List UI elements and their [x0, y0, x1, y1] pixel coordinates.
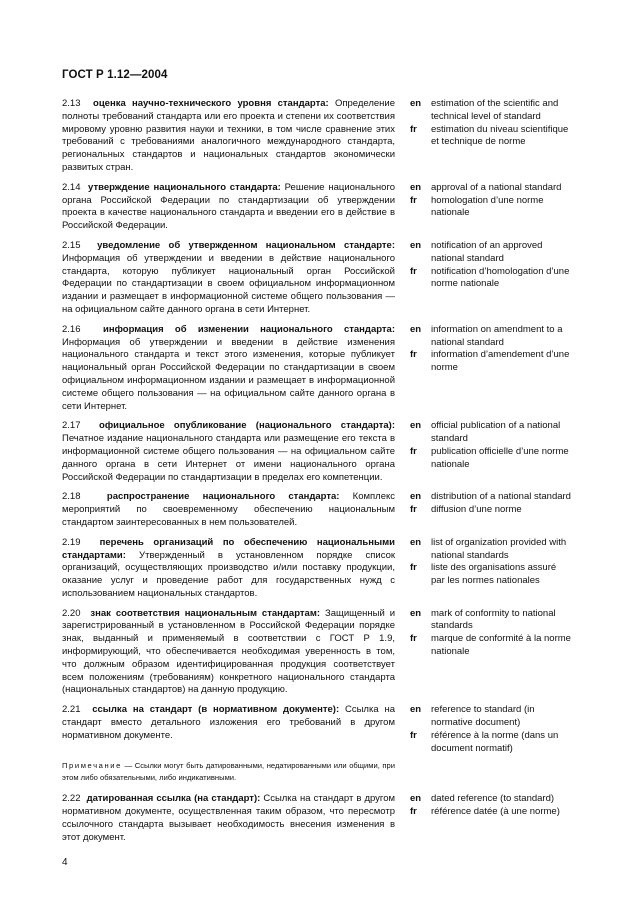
glossary-entry-2-19 — [62, 537, 572, 601]
english-equivalent: information on amendment to a national standard — [431, 323, 563, 348]
french-equivalent: référence à la norme (dans un document normatif) — [431, 729, 559, 754]
english-equivalent: estimation of the scientific and technical level of standard — [431, 98, 559, 122]
term-title: распространение национального стандарта: — [106, 491, 340, 503]
term-number: 2.18 — [62, 491, 81, 503]
english-equivalent: distribution of a national standard — [431, 491, 571, 503]
english-equivalent: reference to standard (in normative document) — [431, 704, 535, 729]
lang-code-en: en — [410, 239, 422, 251]
lang-code-en: en — [410, 536, 422, 548]
glossary-entry-2-21 — [62, 704, 572, 755]
term-definition — [62, 793, 395, 844]
lang-code-fr: fr — [410, 123, 417, 135]
french-equivalent: marque de conformité à la norme nationale — [431, 633, 571, 658]
term-number: 2.20 — [62, 607, 81, 619]
term-number: 2.19 — [62, 536, 81, 548]
french-equivalent: estimation du niveau scientifique et technique de norme — [431, 123, 569, 148]
term-definition — [62, 608, 395, 698]
term-title: датированная ссылка (на стандарт): — [86, 793, 261, 805]
term-equivalents — [410, 182, 572, 220]
lang-code-fr: fr — [410, 562, 417, 574]
french-equivalent: liste des organisations assuré par les normes nationales — [431, 562, 557, 587]
lang-code-en: en — [410, 793, 422, 805]
term-number: 2.17 — [62, 420, 81, 432]
term-title: уведомление об утвержденном национальном стандарте: — [97, 239, 396, 251]
note-text: — Ссылки могут быть датированными, недатированными или общими, при этом либо обязательными, либо индикативными. — [62, 761, 395, 782]
term-number: 2.13 — [62, 98, 81, 109]
lang-code-fr: fr — [410, 349, 417, 361]
term-title: знак соответствия национальным стандартам: — [90, 607, 321, 619]
french-equivalent: notification d’homologation d’une norme nationale — [431, 265, 570, 290]
term-text: Определение полноты требований стандарта или его проекта и степени их соответствия мировому уровню развития науки и техники, в том числе сравнение этих требований с требованиями аналогичного международного стандарта, региональных стандартов и национальных стандартов экономически развитых стран. — [62, 98, 396, 173]
term-definition — [62, 491, 395, 529]
term-definition — [62, 704, 395, 742]
term-equivalents — [410, 324, 572, 375]
term-equivalents — [410, 704, 572, 755]
term-equivalents — [410, 793, 572, 819]
glossary-entry-2-17 — [62, 420, 572, 484]
note-paragraph — [62, 760, 395, 783]
lang-code-fr: fr — [410, 633, 417, 645]
term-title: официальное опубликование (национального стандарта): — [99, 420, 395, 432]
english-equivalent: list of organization provided with national standards — [431, 536, 567, 561]
english-equivalent: notification of an approved national standard — [431, 239, 543, 264]
term-text: Решение национального органа Российской Федерации по стандартизации об утверждении проекта в качестве национального стандарта и введении его в действие в Российской Федерации. — [62, 181, 396, 232]
term-definition — [62, 240, 395, 317]
term-definition — [62, 98, 395, 175]
document-header: ГОСТ Р 1.12—2004 — [62, 69, 168, 81]
french-equivalent: diffusion d’une norme — [431, 504, 522, 516]
term-equivalents — [410, 608, 572, 659]
term-text: Комплекс мероприятий по своевременному обеспечению национальным стандартом заинтересованных в нем пользователей. — [62, 491, 396, 528]
english-equivalent: approval of a national standard — [431, 181, 562, 193]
english-equivalent: dated reference (to standard) — [431, 793, 555, 805]
lang-code-en: en — [410, 607, 422, 619]
french-equivalent: information d’amendement d’une norme — [431, 349, 570, 374]
lang-code-fr: fr — [410, 445, 417, 457]
lang-code-fr: fr — [410, 729, 417, 741]
english-equivalent: mark of conformity to national standards — [431, 607, 556, 632]
term-text: Ссылка на стандарт в другом нормативном документе, осуществленная таким образом, что пересмотр ссылочного стандарта вызывает необходимость внесения изменения в этот документ. — [62, 793, 396, 843]
page-number: 4 — [62, 857, 68, 868]
french-equivalent: référence datée (à une norme) — [431, 806, 560, 818]
french-equivalent: homologation d’une norme nationale — [431, 194, 544, 219]
term-title: утверждение национального стандарта: — [88, 181, 281, 193]
term-number: 2.14 — [62, 181, 81, 193]
term-definition — [62, 420, 395, 484]
lang-code-en: en — [410, 323, 422, 335]
lang-code-en: en — [410, 181, 422, 193]
lang-code-fr: fr — [410, 194, 417, 206]
term-text: Информация об утверждении и введении в действие изменения национального стандарта и текст этого изменения, которые публикует национальный орган Российской Федерации по стандартизации в своем официальном информационном издании и размещает в информационной системе общего пользования — на официальном сайте данного органа в сети Интернет. — [62, 336, 395, 412]
glossary-entry-2-20 — [62, 608, 572, 698]
lang-code-en: en — [410, 420, 422, 432]
term-number: 2.21 — [62, 704, 81, 716]
lang-code-fr: fr — [410, 265, 417, 277]
glossary-entry-2-18 — [62, 491, 572, 529]
term-title: ссылка на стандарт (в нормативном документе): — [92, 704, 340, 716]
term-title: перечень организаций по обеспечению национальными стандартами: — [62, 536, 395, 561]
term-number: 2.15 — [62, 239, 81, 251]
term-title: информация об изменении национального стандарта: — [103, 323, 396, 335]
term-text: Информация об утверждении и введении в действие национального стандарта, которую публикует национальный орган Российской Федерации по стандартизации в своем официальном информационном издании и размещает в информационной системе общего пользования — на официальном сайте данного органа в сети Интернет. — [62, 252, 395, 315]
term-text: Защищенный и зарегистрированный в установленном в Российской Федерации порядке знак, выданный и применяемый в соответствии с ГОСТ Р 1.9, информирующий, что обеспечивается необходимая уверенность в том, что должным образом идентифицированная продукция соответствует всем положениям (требованиям) конкретного национального стандарта (национальных стандартов) на данную продукцию. — [62, 607, 396, 696]
term-text: Печатное издание национального стандарта или размещение его текста в информационной системе общего пользования — на официальном сайте данного органа в сети Интернет от имени национального органа Российской Федерации по стандартизации в пределах его компетенции. — [62, 433, 395, 483]
term-number: 2.22 — [62, 793, 81, 805]
term-definition — [62, 182, 395, 233]
glossary-entry-2-14 — [62, 182, 572, 233]
term-title: оценка научно-технического уровня стандарта: — [93, 98, 329, 109]
term-definition — [62, 324, 395, 414]
lang-code-fr: fr — [410, 806, 417, 818]
glossary-entry-2-15 — [62, 240, 572, 317]
english-equivalent: official publication of a national standard — [431, 420, 561, 445]
term-text: Утвержденный в установленном порядке список организаций, осуществляющих производство и/или поставку продукции, оказание услуг и проведение работ для государственных нужд с использованием национальных стандартов. — [62, 549, 396, 599]
note-label: Примечание — [62, 761, 122, 771]
term-equivalents — [410, 491, 572, 517]
lang-code-en: en — [410, 491, 422, 503]
term-definition — [62, 537, 395, 601]
term-equivalents — [410, 98, 572, 149]
glossary-entry-2-22 — [62, 793, 572, 844]
lang-code-fr: fr — [410, 504, 417, 516]
lang-code-en: en — [410, 704, 422, 716]
lang-code-en: en — [410, 98, 422, 109]
term-number: 2.16 — [62, 323, 81, 335]
term-text: Ссылка на стандарт вместо детального изложения его требований в другом нормативном документе. — [62, 704, 395, 741]
term-equivalents — [410, 420, 572, 471]
glossary-body — [62, 98, 572, 851]
glossary-entry-2-16 — [62, 324, 572, 414]
term-equivalents — [410, 240, 572, 291]
french-equivalent: publication officielle d’une norme nationale — [431, 445, 569, 470]
term-equivalents — [410, 537, 572, 588]
glossary-entry-2-13 — [62, 98, 572, 175]
